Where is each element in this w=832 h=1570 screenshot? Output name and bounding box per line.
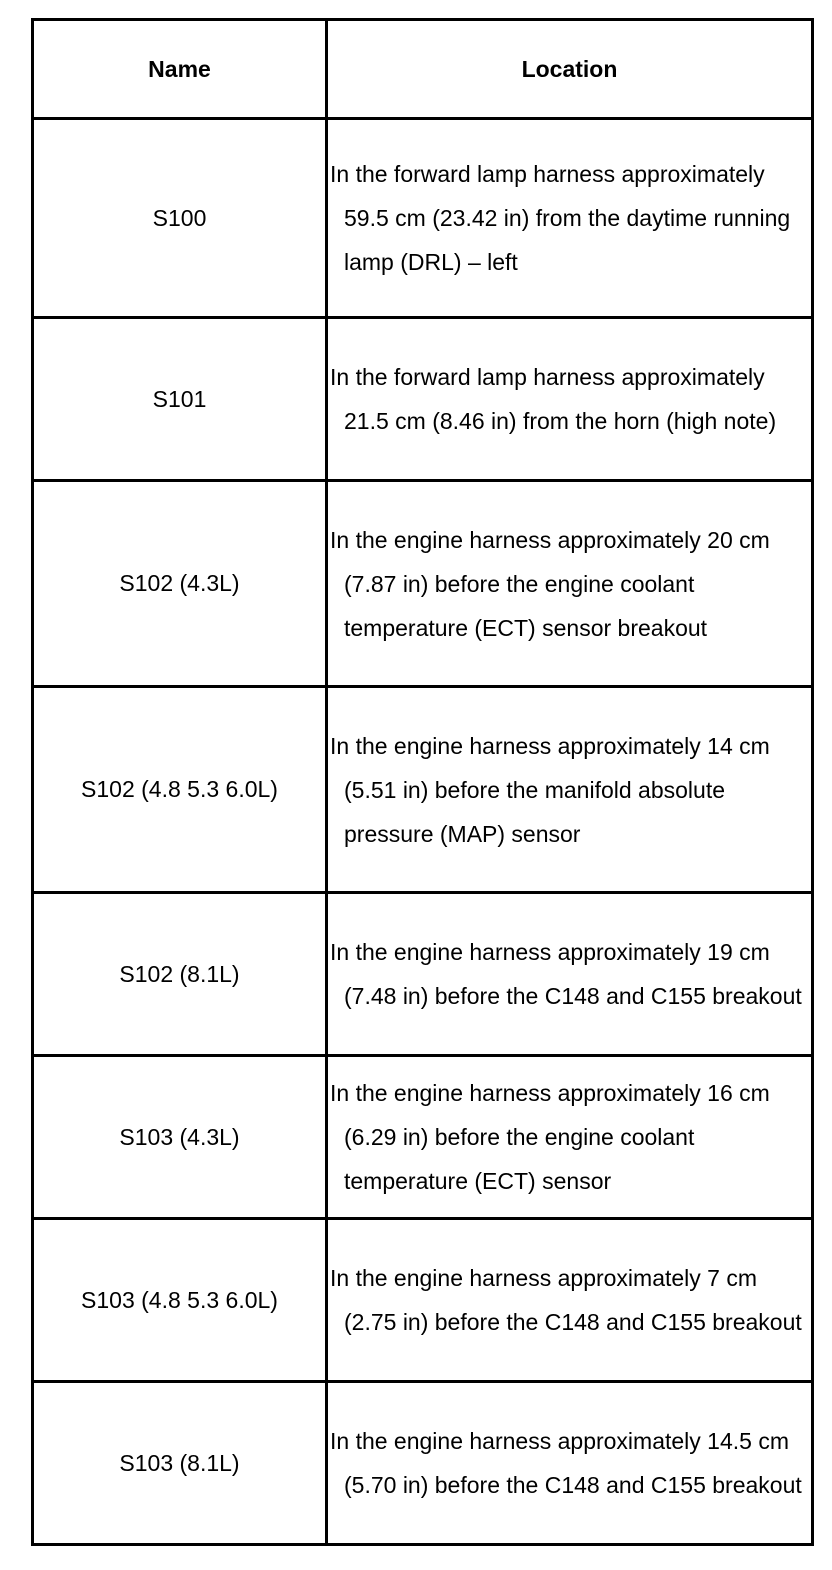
splice-location-cell <box>327 481 813 687</box>
splice-location: In the engine harness approximately 7 cm (2.75 in) before the C148 and C155 breakout <box>330 1265 802 1335</box>
header-location: Location <box>327 20 813 119</box>
splice-location-table <box>31 18 814 1546</box>
splice-name: S102 (4.8 5.3 6.0L) <box>33 687 327 893</box>
splice-location-cell <box>327 119 813 318</box>
splice-location-cell <box>327 318 813 481</box>
splice-name: S103 (4.3L) <box>33 1056 327 1219</box>
splice-location-cell <box>327 1219 813 1382</box>
splice-name: S100 <box>33 119 327 318</box>
splice-location-cell <box>327 1056 813 1219</box>
splice-location: In the engine harness approximately 16 cm (6.29 in) before the engine coolant temperature (ECT) sensor <box>330 1080 770 1194</box>
splice-location-cell <box>327 893 813 1056</box>
table-row <box>33 1219 813 1382</box>
splice-name: S102 (4.3L) <box>33 481 327 687</box>
splice-location: In the engine harness approximately 14 cm (5.51 in) before the manifold absolute pressure (MAP) sensor <box>330 732 770 847</box>
splice-name: S101 <box>33 318 327 481</box>
header-name: Name <box>33 20 327 119</box>
splice-location-cell <box>327 687 813 893</box>
splice-name: S102 (8.1L) <box>33 893 327 1056</box>
table-row <box>33 1056 813 1219</box>
splice-location: In the engine harness approximately 14.5 cm (5.70 in) before the C148 and C155 breakout <box>330 1428 802 1498</box>
splice-location: In the engine harness approximately 20 cm (7.87 in) before the engine coolant temperature (ECT) sensor breakout <box>330 526 770 641</box>
table-row <box>33 119 813 318</box>
splice-name: S103 (8.1L) <box>33 1382 327 1545</box>
splice-location: In the forward lamp harness approximately 59.5 cm (23.42 in) from the daytime running lamp (DRL) – left <box>330 161 791 275</box>
table-row <box>33 481 813 687</box>
right-edge-clip <box>816 0 832 1570</box>
splice-location: In the forward lamp harness approximately 21.5 cm (8.46 in) from the horn (high note) <box>330 364 777 434</box>
splice-location: In the engine harness approximately 19 cm (7.48 in) before the C148 and C155 breakout <box>330 939 802 1009</box>
table-row <box>33 687 813 893</box>
table-row <box>33 1382 813 1545</box>
header-row <box>33 20 813 119</box>
table-row <box>33 318 813 481</box>
splice-name: S103 (4.8 5.3 6.0L) <box>33 1219 327 1382</box>
table-row <box>33 893 813 1056</box>
splice-location-cell <box>327 1382 813 1545</box>
